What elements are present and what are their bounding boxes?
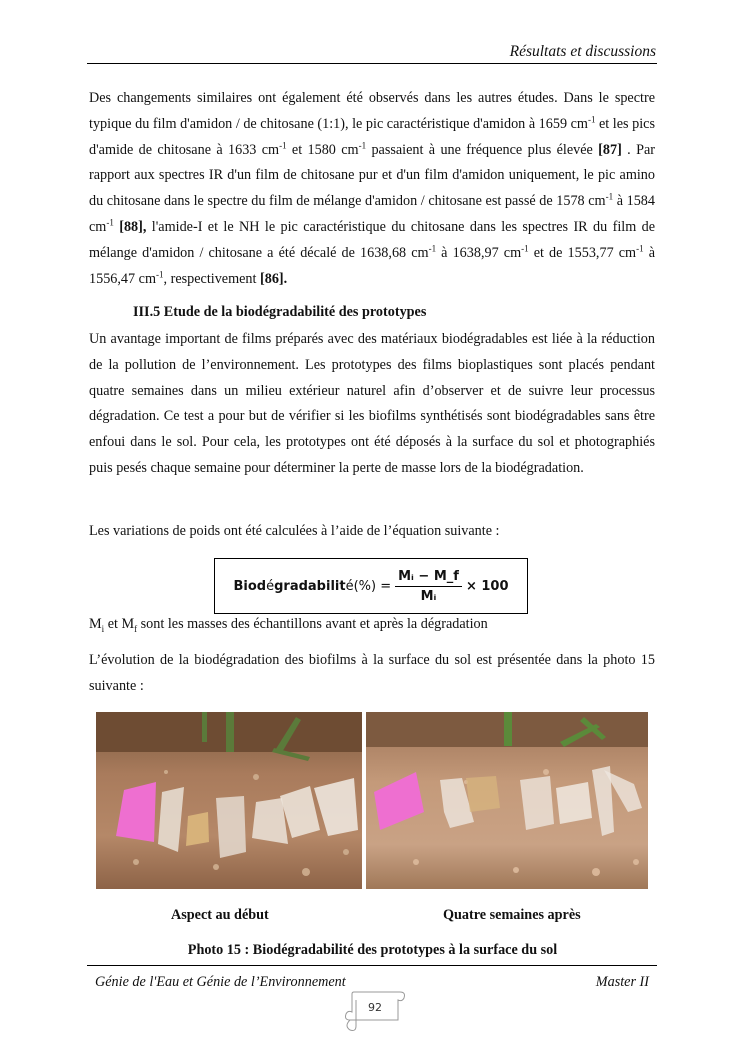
section-heading: III.5 Etude de la biodégradabilité des prototypes [133,304,427,320]
paragraph-equation-intro: Les variations de poids ont été calculées à l’aide de l’équation suivante : [89,523,500,539]
footer-divider [87,965,657,966]
formula-denominator: Mᵢ [420,588,437,604]
formula-fraction [395,569,462,604]
photo-caption-initial: Aspect au début [171,907,269,923]
formula-rhs: × 100 [465,578,509,594]
photo-initial-image [96,712,362,889]
photo-after-image [366,712,648,889]
formula-box [214,558,528,614]
paragraph-biodegradation: Un avantage important de films préparés avec des matériaux biodégradables est liée à la réduction de la pollution de l’environnement. Les prototypes des films bioplastiques sont placés pendant quatre semaines dans un milieu extérieur naturel afin d’observer et de suivre leur processus dégradation. Ce test a pour but de vérifier si les biofilms synthétisés sont biodégradables sans être enfoui dans le sol. Pour cela, les prototypes ont été déposés à la surface du sol et photographiés puis pesés chaque semaine pour déterminer la perte de masse lors de la biodégradation. [89,331,655,476]
header-divider [87,63,657,64]
header-title: Résultats et discussions [509,43,656,60]
page-number: 92 [368,1001,382,1014]
footer-program: Génie de l'Eau et Génie de l’Environnement [95,974,346,990]
figure-title: Photo 15 : Biodégradabilité des prototypes à la surface du sol [187,942,558,958]
photo-caption-after: Quatre semaines après [443,907,581,923]
formula-lhs: Biodégradabilité(%) = [233,578,392,594]
photo-initial [96,712,362,889]
citation: [86]. [260,270,288,287]
formula-numerator: Mᵢ − M_f [395,569,462,587]
citation: [88], [119,218,147,235]
paragraph-mass-definition: $M_i$ et $M_f$ sont les masses des échantillons avant et après la dégradation [89,616,488,634]
paragraph-spectra: Des changements similaires ont également été observés dans les autres études. Dans le spectre typique du film d'amidon / de chitosane (1:1), le pic caractéristique d'amidon à 1659 $cm^{-1}$ et les pics d'amide de chitosane à 1633 $cm^{-1}$ et 1580 $cm^{-1}$ passaient à une fréquence plus élevée [87] . Par rapport aux spectres IR d'un film de chitosane pur et d'un film d'amidon uniquement, le pic amino du chitosane dans le spectre du film de mélange d'amidon / chitosane est passé de 1578 $cm^{-1}$ à 1584 $cm^{-1}$ [88], l'amide-I et le NH le pic caractéristique du chitosane dans les spectres IR du film de mélange d'amidon / chitosane a été décalé de 1638,68 $cm^{-1}$ à 1638,97 $cm^{-1}$ et de 1553,77 $cm^{-1}$ à 1556,47 $cm^{-1}$, respectivement [86]. [89,90,656,287]
footer-degree: Master II [595,974,649,990]
citation: [87] [598,141,622,158]
paragraph-photo-intro: L’évolution de la biodégradation des biofilms à la surface du sol est présentée dans la photo 15 suivante : [89,652,655,694]
photo-after-four-weeks [366,712,648,889]
